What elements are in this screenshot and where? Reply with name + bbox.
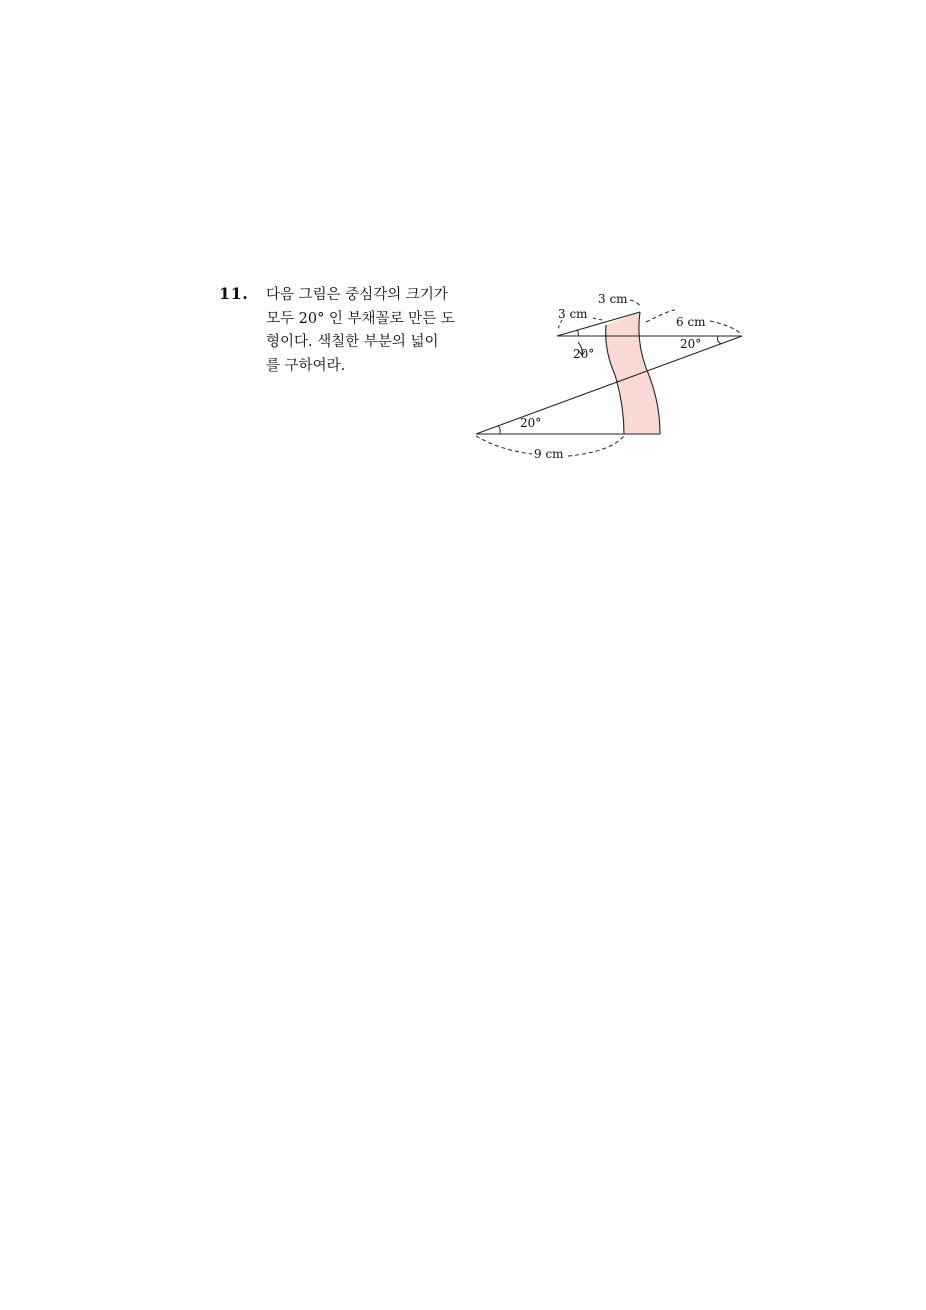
question-line-3: 형이다. 색칠한 부분의 넓이	[266, 334, 439, 350]
label-right-6cm: 6 cm	[676, 315, 706, 329]
dim-arc-left-3cm-right	[593, 318, 604, 320]
question-text	[266, 284, 466, 378]
question-line-2: 모두 20° 인 부채꼴로 만든 도	[266, 310, 455, 327]
label-angle-bottom: 20°	[520, 416, 542, 430]
question-line-4: 를 구하여라.	[266, 357, 346, 374]
angle-arc-left	[576, 331, 578, 336]
angle-arc-bottom	[498, 426, 500, 434]
question-line-1: 다음 그림은 중심각의 크기가	[266, 287, 448, 303]
label-top-3cm: 3 cm	[598, 292, 628, 306]
angle-arc-right	[718, 336, 723, 344]
dim-arc-right-6cm-end	[710, 321, 742, 334]
label-bottom-9cm: 9 cm	[534, 447, 564, 461]
dim-arc-bottom-left	[476, 436, 532, 454]
label-left-3cm: 3 cm	[558, 307, 588, 321]
sector-figure	[460, 280, 760, 470]
dim-arc-right-6cm	[646, 310, 675, 322]
dim-arc-left-3cm	[558, 320, 562, 330]
question-number: 11.	[219, 284, 249, 303]
dim-arc-top-3cm	[630, 300, 640, 306]
label-angle-left: 20°	[573, 347, 595, 361]
label-angle-right: 20°	[680, 337, 702, 351]
dim-arc-bottom-right	[568, 436, 624, 456]
